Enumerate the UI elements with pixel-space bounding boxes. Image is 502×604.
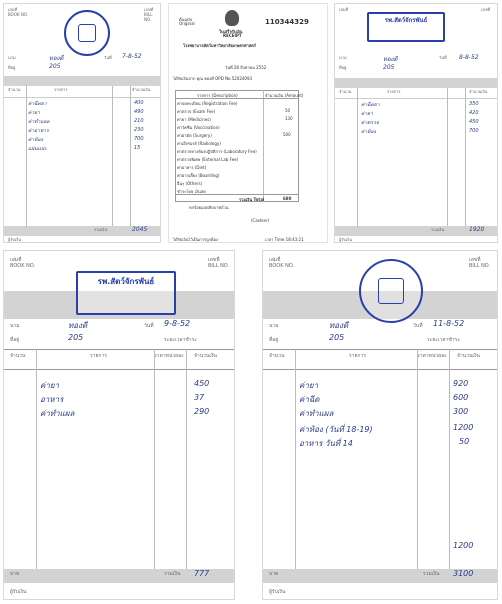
item-amount: 300 — [453, 407, 469, 416]
col-divider — [186, 349, 187, 569]
receipt-title-th: ใบเสร็จรับเงิน — [219, 29, 243, 34]
address-value: 205 — [49, 63, 61, 70]
book-no-en: BOOK NO. — [8, 12, 29, 17]
address-label: ที่อยู่ — [339, 65, 347, 70]
item-desc: ค่ายา — [299, 381, 319, 390]
fee-line: ค่าฝากเลี้ยง (Boarding) — [177, 173, 220, 178]
collector-label: ผู้รับเงิน — [269, 589, 286, 595]
customer-label: นาม — [269, 323, 279, 329]
bill-no-en: BILL NO. — [144, 12, 153, 22]
address-value: 205 — [329, 333, 345, 342]
receipt-title-en: RECEIPT — [223, 33, 242, 38]
subtotal-value: 1200 — [453, 541, 474, 550]
item-desc: ค่าทำแผล — [40, 409, 75, 418]
desc-header: รายการ — [349, 353, 366, 359]
item-desc: ค่าห้อง — [28, 137, 43, 143]
address-label: ที่อยู่ — [8, 65, 16, 70]
baht-label: บาท — [10, 571, 20, 577]
item-desc: ค่าฉีดยา — [28, 101, 47, 107]
hospital-name: โรงพยาบาลสัตว์มหาวิทยาลัยเกษตรศาสตร์ — [183, 43, 256, 48]
item-desc: ค่าทำแผล — [299, 409, 334, 418]
bill-top-right — [334, 3, 498, 243]
item-desc: ค่าฉีด — [299, 395, 320, 404]
item-amount: 920 — [453, 379, 469, 388]
item-desc: ค่าอาหาร — [28, 128, 49, 134]
customer-label: นาม — [339, 55, 347, 60]
item-desc: ค่าห้อง — [361, 129, 376, 135]
address-value: 205 — [383, 64, 395, 71]
bill-no-en: BILL NO. — [208, 263, 230, 269]
amount-column-header: จำนวนเงิน (Amount) — [265, 93, 304, 98]
total-value: 680 — [283, 196, 292, 201]
total-value: 2045 — [132, 226, 148, 233]
fee-line: ค่าตรวจ (Exam Fee) — [177, 109, 216, 114]
book-no-label: เล่มที่ — [339, 7, 349, 12]
official-receipt — [168, 3, 328, 243]
col-divider — [357, 88, 358, 226]
customer-label: นาม — [10, 323, 20, 329]
conditions-label: ระยะเวลาชำระ — [164, 337, 197, 343]
item-amount: 400 — [134, 100, 144, 106]
col-divider — [295, 349, 296, 569]
desc-header: รายการ — [387, 89, 401, 94]
fee-amount: 500 — [283, 132, 291, 137]
amount-header: จำนวนเงิน — [457, 353, 480, 359]
item-amount: 290 — [194, 407, 210, 416]
header-rule — [263, 369, 497, 370]
print-time: เวลา Time 18:43:21 — [265, 237, 304, 242]
date-value: 11-8-52 — [433, 319, 465, 328]
item-amount: 490 — [134, 109, 144, 115]
amount-header: จำนวนเงิน — [132, 87, 151, 92]
total-rule — [175, 194, 299, 195]
item-desc: ค่าตรวจ — [361, 120, 379, 126]
item-desc: อาหาร วันที่ 14 — [299, 439, 353, 448]
receipt-number: 110344329 — [265, 18, 309, 26]
clinic-stamp: รพ.สัตว์จักรพันธ์ — [76, 271, 176, 315]
qty-header: จำนวน — [8, 87, 21, 92]
original-en: Original — [179, 21, 195, 26]
collector-label: ผู้รับเงิน — [339, 237, 353, 242]
item-amount: 210 — [134, 118, 144, 124]
total-in-words: หกร้อยแปดสิบบาทถ้วน — [189, 205, 229, 210]
item-desc: อาหาร — [40, 395, 64, 404]
amount-header: จำนวนเงิน — [194, 353, 217, 359]
bill-no-en: BILL NO. — [469, 263, 491, 269]
book-no-label: เล่มที่ — [10, 257, 22, 263]
header-rule — [175, 98, 299, 99]
clinic-stamp — [64, 10, 110, 56]
col-divider — [465, 88, 466, 226]
bill-no-label: เลขที่ — [481, 7, 491, 12]
item-amount: 350 — [469, 101, 479, 107]
unit-price-header: ราคาหน่วยละ — [417, 353, 447, 359]
col-divider — [447, 88, 448, 226]
unit-price-header: ราคาหน่วยละ — [154, 353, 184, 359]
item-amount: 420 — [469, 110, 479, 116]
bill-top-left — [3, 3, 161, 243]
received-from: ได้รับเงินจาก คุณ ทองดี OPD No.52024093 — [173, 76, 253, 81]
header-rule — [4, 97, 160, 98]
customer-value: ทองดี — [68, 321, 88, 330]
customer-label: นาม — [8, 55, 16, 60]
cashier-label: (Cashier) — [251, 218, 270, 223]
clinic-stamp — [359, 259, 423, 323]
header-rule — [263, 349, 497, 350]
fee-line: ค่าตรวจทางห้องปฏิบัติการ (Laboratory Fee) — [177, 149, 257, 154]
desc-header: รายการ — [90, 353, 107, 359]
fee-amount: 50 — [285, 108, 291, 113]
baht-label: บาท — [269, 571, 279, 577]
customer-value: ทองดี — [49, 55, 64, 62]
bill-no-label: เลขที่ — [469, 257, 481, 263]
item-desc: ค่ายา — [28, 110, 40, 116]
customer-value: ทองดี — [383, 56, 398, 63]
date-label: วันที่ — [144, 323, 154, 329]
col-divider — [449, 349, 450, 569]
item-desc: ค่าห้อง (วันที่ 18-19) — [299, 425, 373, 434]
conditions-label: ระยะเวลาชำระ — [427, 337, 460, 343]
item-desc: ค่ายา — [361, 111, 373, 117]
address-label: ที่อยู่ — [269, 337, 279, 343]
garuda-emblem-icon — [225, 10, 239, 26]
col-divider — [26, 86, 27, 226]
bill-bottom-right — [262, 250, 498, 600]
qty-header: จำนวน — [10, 353, 26, 359]
payment-method: ชำระโดย เงินสด — [177, 189, 206, 194]
item-amount: 700 — [134, 136, 144, 142]
header-rule — [335, 98, 497, 99]
original-th: ต้นฉบับ — [179, 17, 193, 22]
fee-line: ค่าวัคซีน (Vaccination) — [177, 125, 220, 130]
clinic-stamp: รพ.สัตว์จักรพันธ์ — [367, 12, 445, 42]
item-amount: 450 — [194, 379, 210, 388]
total-value: 777 — [194, 569, 210, 578]
bill-no-label: เลขที่ — [208, 257, 220, 263]
date-value: 9-8-52 — [164, 319, 191, 328]
header-rule — [4, 349, 234, 350]
customer-value: ทองดี — [329, 321, 349, 330]
item-desc: แผ่นแปะ — [28, 146, 47, 152]
item-amount: 600 — [453, 393, 469, 402]
collector-label: ผู้รับเงิน — [8, 237, 22, 242]
total-label: รวมเงิน — [94, 227, 108, 232]
amount-header: จำนวนเงิน — [469, 89, 488, 94]
address-label: ที่อยู่ — [10, 337, 20, 343]
desc-column-header: รายการ (Description) — [197, 93, 238, 98]
date-label: วันที่ — [413, 323, 423, 329]
item-amount: 15 — [134, 145, 141, 151]
col-divider — [154, 349, 155, 569]
fee-line: ค่าจดทะเบียน (Registration Fee) — [177, 101, 238, 106]
total-label: รวมเงิน — [423, 571, 440, 577]
col-divider — [36, 349, 37, 569]
book-no-label: เล่มที่ — [269, 257, 281, 263]
fee-line: ค่าเอ็กซเรย์ (Radiology) — [177, 141, 221, 146]
col-divider — [112, 86, 113, 226]
book-no-en: BOOK NO. — [269, 263, 295, 269]
header-rule — [4, 369, 234, 370]
date-label: วันที่ — [104, 55, 112, 60]
date-label: วันที่ — [439, 55, 447, 60]
address-value: 205 — [68, 333, 84, 342]
item-amount: 230 — [134, 127, 144, 133]
date-value: 7-8-52 — [122, 53, 142, 60]
item-desc: ค่ายา — [40, 381, 60, 390]
col-divider — [130, 86, 131, 226]
receipt-date: วันที่ 28 สิงหาคม 2552 — [225, 65, 267, 70]
item-amount: 50 — [459, 437, 470, 446]
footer-note: ได้รับเงินไว้เป็นการถูกต้อง — [173, 237, 218, 242]
col-divider — [417, 349, 418, 569]
total-label: รวมเงิน — [431, 227, 445, 232]
item-desc: ค่าฉีดยา — [361, 102, 380, 108]
item-amount: 700 — [469, 128, 479, 134]
fee-line: ค่าตรวจพิเศษ (External Lab Fee) — [177, 157, 239, 162]
total-value: 3100 — [453, 569, 474, 578]
fee-line: ค่าอาหาร (Diet) — [177, 165, 207, 170]
fee-line: ค่ายา (Medicines) — [177, 117, 211, 122]
qty-header: จำนวน — [269, 353, 285, 359]
book-no-label: เล่มที่ — [8, 7, 18, 12]
item-desc: ค่าทำแผล — [28, 119, 50, 125]
book-no-en: BOOK NO. — [10, 263, 36, 269]
bill-no-label: เลขที่ — [144, 7, 154, 12]
header-band — [4, 76, 160, 86]
fee-line: อื่นๆ (Others) — [177, 181, 203, 186]
fee-amount: 130 — [285, 116, 293, 121]
total-value: 1920 — [469, 226, 485, 233]
date-value: 8-8-52 — [459, 54, 479, 61]
header-band — [335, 78, 497, 88]
col-divider — [263, 90, 264, 202]
item-amount: 450 — [469, 119, 479, 125]
bill-bottom-left — [3, 250, 235, 600]
collector-label: ผู้รับเงิน — [10, 589, 27, 595]
qty-header: จำนวน — [339, 89, 352, 94]
desc-header: รายการ — [54, 87, 68, 92]
fee-line: ค่าผ่าตัด (Surgery) — [177, 133, 212, 138]
item-amount: 37 — [194, 393, 205, 402]
total-label: รวมเงิน — [164, 571, 181, 577]
item-amount: 1200 — [453, 423, 474, 432]
total-label: รวมเงิน Total — [239, 197, 265, 202]
